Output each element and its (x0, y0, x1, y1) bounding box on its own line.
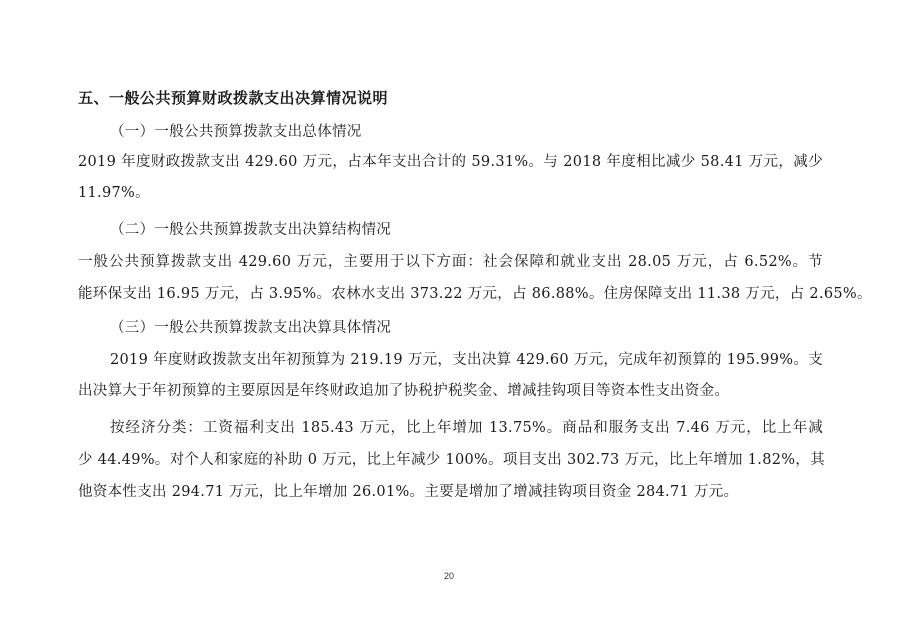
paragraph-line-text: 2019 年度财政拨款支出年初预算为 219.19 万元，支出决算 429.60 万元，完成年初预算的 195.99%。支 (110, 352, 823, 368)
subsection-title-1: （一）一般公共预算拨款支出总体情况 (110, 124, 362, 140)
page-number: 20 (443, 571, 454, 581)
paragraph-line: 11.97%。 (78, 185, 150, 201)
subsection-title-2: （二）一般公共预算拨款支出决算结构情况 (110, 222, 392, 238)
paragraph-line-text: 按经济分类：工资福利支出 185.43 万元，比上年增加 13.75%。商品和服务支出 7.46 万元，比上年减 (110, 420, 823, 436)
paragraph-line (110, 418, 823, 438)
subsection-title-3: （三）一般公共预算拨款支出决算具体情况 (110, 320, 392, 336)
paragraph-line: 少 44.49%。对个人和家庭的补助 0 万元，比上年减少 100%。项目支出 302.73 万元，比上年增加 1.82%，其 (78, 452, 825, 468)
paragraph-line (110, 350, 823, 370)
paragraph-line: 2019 年度财政拨款支出 429.60 万元，占本年支出合计的 59.31%。与 2018 年度相比减少 58.41 万元，减少 (78, 154, 823, 170)
paragraph-line: 他资本性支出 294.71 万元，比上年增加 26.01%。主要是增加了增减挂钩项目资金 284.71 万元。 (78, 484, 739, 500)
paragraph-line: 一般公共预算拨款支出 429.60 万元，主要用于以下方面：社会保障和就业支出 28.05 万元，占 6.52%。节 (78, 254, 823, 270)
paragraph-line: 出决算大于年初预算的主要原因是年终财政追加了协税护税奖金、增减挂钩项目等资本性支出资金。 (78, 383, 730, 399)
section-heading: 五、一般公共预算财政拨款支出决算情况说明 (78, 89, 389, 107)
paragraph-line: 能环保支出 16.95 万元，占 3.95%。农林水支出 373.22 万元，占 86.88%。住房保障支出 11.38 万元，占 2.65%。 (78, 286, 872, 302)
